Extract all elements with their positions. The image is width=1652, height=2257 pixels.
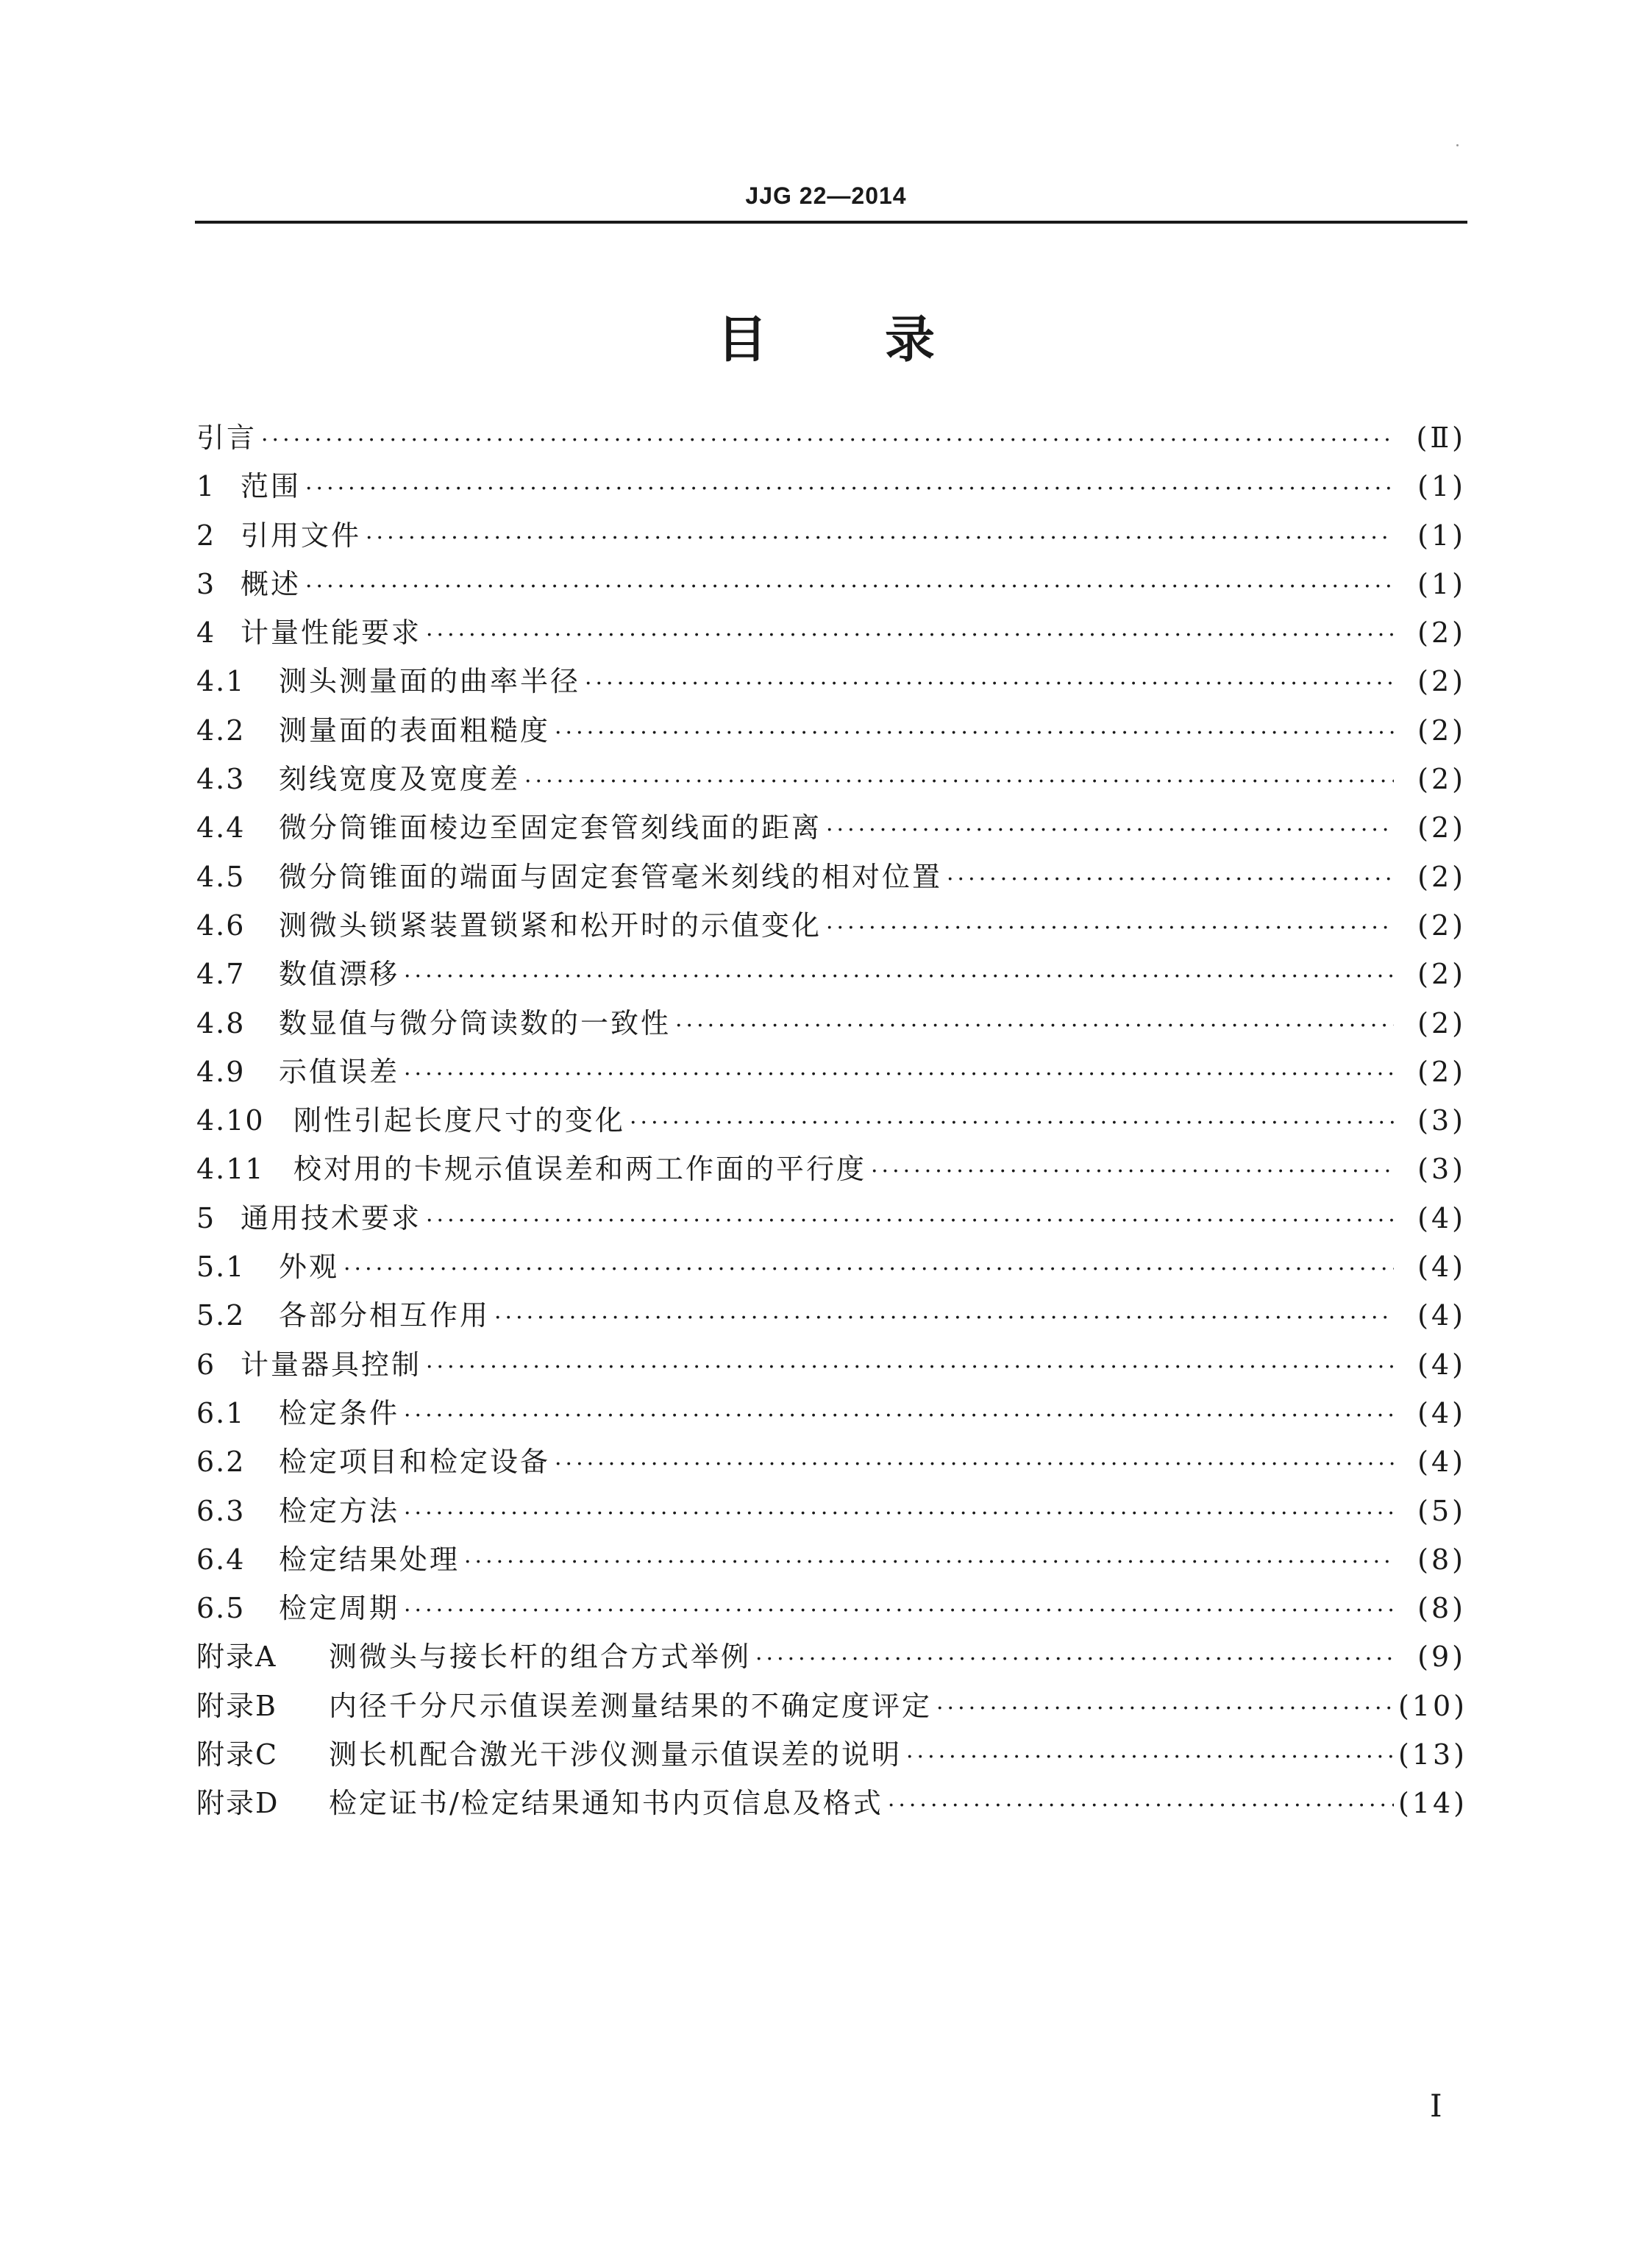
toc-entry-page: (8) bbox=[1417, 1543, 1466, 1576]
toc-entry[interactable] bbox=[196, 1632, 1466, 1681]
toc-entry-page: (13) bbox=[1398, 1738, 1468, 1771]
toc-entry-label: 范围 bbox=[241, 470, 302, 503]
toc-entry[interactable] bbox=[196, 511, 1466, 560]
toc-leader-dots bbox=[888, 1782, 1394, 1830]
scan-speck bbox=[1456, 144, 1459, 146]
toc-entry-page: (1) bbox=[1417, 470, 1466, 503]
toc-entry-number: 6.3 bbox=[196, 1494, 246, 1527]
toc-entry[interactable] bbox=[196, 1437, 1466, 1486]
toc-leader-dots bbox=[585, 660, 1394, 708]
toc-leader-dots bbox=[464, 1538, 1394, 1587]
toc-entry-label: 内径千分尺示值误差测量结果的不确定度评定 bbox=[329, 1689, 933, 1722]
toc-entry-label: 测微头与接长杆的组合方式举例 bbox=[329, 1641, 752, 1674]
toc-entry-label: 示值误差 bbox=[279, 1055, 400, 1088]
toc-entry-number: 4.10 bbox=[196, 1104, 265, 1137]
toc-entry[interactable] bbox=[196, 803, 1466, 852]
toc-entry-page: (9) bbox=[1417, 1641, 1466, 1674]
page-title: 目录 bbox=[716, 311, 1053, 369]
toc-entry[interactable] bbox=[196, 1389, 1466, 1437]
toc-entry[interactable] bbox=[196, 755, 1466, 803]
toc-leader-dots bbox=[404, 1587, 1394, 1635]
toc-entry-page: (8) bbox=[1417, 1592, 1466, 1625]
toc-entry-number: 附录C bbox=[196, 1738, 279, 1771]
toc-leader-dots bbox=[404, 1392, 1394, 1440]
toc-entry[interactable] bbox=[196, 1730, 1466, 1779]
toc-leader-dots bbox=[494, 1294, 1394, 1343]
toc-entry-page: (4) bbox=[1417, 1396, 1466, 1429]
toc-entry-page: (3) bbox=[1417, 1104, 1466, 1137]
toc-entry-number: 5 bbox=[196, 1201, 216, 1234]
toc-entry-page: (3) bbox=[1417, 1153, 1466, 1186]
toc-entry-label: 微分筒锥面的端面与固定套管毫米刻线的相对位置 bbox=[279, 860, 943, 893]
toc-entry[interactable] bbox=[196, 1096, 1466, 1145]
toc-entry-number: 5.2 bbox=[196, 1299, 246, 1332]
toc-entry-label: 微分筒锥面棱边至固定套管刻线面的距离 bbox=[279, 811, 822, 845]
toc-entry-label: 计量器具控制 bbox=[241, 1348, 422, 1381]
toc-entry[interactable] bbox=[196, 413, 1466, 462]
toc-entry-label: 刚性引起长度尺寸的变化 bbox=[293, 1104, 626, 1137]
toc-entry-page: (2) bbox=[1417, 665, 1466, 698]
toc-entry-number: 附录A bbox=[196, 1641, 277, 1674]
toc-leader-dots bbox=[404, 1051, 1394, 1099]
toc-entry-label: 检定条件 bbox=[279, 1396, 400, 1429]
toc-entry-label: 各部分相互作用 bbox=[279, 1299, 491, 1332]
toc-entry-page: (10) bbox=[1398, 1689, 1468, 1722]
toc-leader-dots bbox=[343, 1245, 1394, 1294]
toc-entry-page: (4) bbox=[1417, 1299, 1466, 1332]
toc-leader-dots bbox=[947, 856, 1394, 904]
toc-entry-page: (5) bbox=[1417, 1494, 1466, 1527]
toc-entry-label: 测微头锁紧装置锁紧和松开时的示值变化 bbox=[279, 909, 822, 942]
toc-entry-label: 引言 bbox=[196, 422, 257, 454]
toc-entry-number: 4.9 bbox=[196, 1055, 246, 1088]
toc-entry[interactable] bbox=[196, 1487, 1466, 1535]
toc-entry[interactable] bbox=[196, 462, 1466, 511]
toc-entry-number: 4.11 bbox=[196, 1153, 265, 1186]
toc-entry-label: 校对用的卡规示值误差和两工作面的平行度 bbox=[293, 1153, 867, 1186]
toc-entry-number: 4.1 bbox=[196, 665, 246, 698]
toc-entry-number: 4.7 bbox=[196, 958, 246, 991]
toc-leader-dots bbox=[305, 465, 1394, 513]
toc-entry-number: 4.5 bbox=[196, 860, 246, 893]
toc-entry-label: 检定结果处理 bbox=[279, 1543, 460, 1576]
toc-entry-page: (Ⅱ) bbox=[1416, 422, 1466, 454]
toc-entry-label: 外观 bbox=[279, 1251, 340, 1284]
toc-entry[interactable] bbox=[196, 1584, 1466, 1632]
toc-leader-dots bbox=[404, 953, 1394, 1001]
toc-entry-number: 6.2 bbox=[196, 1446, 246, 1479]
toc-entry[interactable] bbox=[196, 608, 1466, 657]
toc-entry[interactable] bbox=[196, 999, 1466, 1048]
toc-entry-page: (14) bbox=[1398, 1787, 1468, 1820]
toc-entry-page: (2) bbox=[1417, 909, 1466, 942]
toc-leader-dots bbox=[305, 563, 1394, 611]
toc-entry-page: (1) bbox=[1417, 567, 1466, 600]
toc-leader-dots bbox=[426, 1343, 1394, 1392]
toc-leader-dots bbox=[261, 416, 1394, 465]
document-code-header: JJG 22—2014 bbox=[745, 182, 907, 209]
toc-entry[interactable] bbox=[196, 1194, 1466, 1243]
toc-entry[interactable] bbox=[196, 706, 1466, 755]
toc-leader-dots bbox=[675, 1002, 1394, 1051]
toc-entry-label: 测量面的表面粗糙度 bbox=[279, 714, 551, 747]
toc-entry-label: 检定方法 bbox=[279, 1494, 400, 1527]
toc-entry-number: 1 bbox=[196, 470, 216, 503]
toc-leader-dots bbox=[871, 1148, 1394, 1196]
toc-entry-page: (2) bbox=[1417, 714, 1466, 747]
toc-entry-page: (2) bbox=[1417, 1055, 1466, 1088]
page-number: I bbox=[1430, 2088, 1442, 2124]
toc-entry-number: 4.6 bbox=[196, 909, 246, 942]
toc-entry-number: 5.1 bbox=[196, 1251, 246, 1284]
toc-entry-page: (2) bbox=[1417, 860, 1466, 893]
toc-entry[interactable] bbox=[196, 1682, 1466, 1730]
toc-entry[interactable] bbox=[196, 1779, 1466, 1827]
toc-entry-page: (1) bbox=[1417, 519, 1466, 552]
toc-entry-label: 检定证书/检定结果通知书内页信息及格式 bbox=[329, 1787, 883, 1820]
toc-entry[interactable] bbox=[196, 1535, 1466, 1584]
toc-entry-label: 测长机配合激光干涉仪测量示值误差的说明 bbox=[329, 1738, 902, 1771]
toc-leader-dots bbox=[524, 758, 1394, 806]
toc-entry-label: 检定周期 bbox=[279, 1592, 400, 1625]
toc-entry-number: 4.8 bbox=[196, 1006, 246, 1039]
toc-entry[interactable] bbox=[196, 901, 1466, 950]
toc-leader-dots bbox=[936, 1685, 1394, 1733]
toc-entry-label: 引用文件 bbox=[241, 519, 362, 552]
toc-entry-label: 计量性能要求 bbox=[241, 616, 422, 650]
toc-entry-label: 刻线宽度及宽度差 bbox=[279, 763, 521, 796]
toc-entry-label: 检定项目和检定设备 bbox=[279, 1446, 551, 1479]
toc-entry[interactable] bbox=[196, 560, 1466, 608]
toc-entry-page: (2) bbox=[1417, 616, 1466, 650]
toc-entry-number: 2 bbox=[196, 519, 216, 552]
toc-entry-label: 数值漂移 bbox=[279, 958, 400, 991]
toc-entry[interactable] bbox=[196, 853, 1466, 901]
toc-entry-number: 附录D bbox=[196, 1787, 280, 1820]
toc-leader-dots bbox=[404, 1490, 1394, 1538]
toc-entry[interactable] bbox=[196, 1243, 1466, 1291]
toc-entry-page: (4) bbox=[1417, 1251, 1466, 1284]
toc-entry-number: 3 bbox=[196, 567, 216, 600]
toc-entry-number: 4.3 bbox=[196, 763, 246, 796]
toc-entry-page: (2) bbox=[1417, 958, 1466, 991]
toc-entry-number: 附录B bbox=[196, 1689, 277, 1722]
toc-entry-label: 概述 bbox=[241, 567, 302, 600]
toc-entry[interactable] bbox=[196, 1291, 1466, 1340]
toc-entry-number: 6.1 bbox=[196, 1396, 246, 1429]
toc-entry-page: (4) bbox=[1417, 1201, 1466, 1234]
toc-entry[interactable] bbox=[196, 1340, 1466, 1389]
toc-entry-label: 测头测量面的曲率半径 bbox=[279, 665, 581, 698]
toc-entry-number: 4 bbox=[196, 616, 216, 650]
toc-entry-page: (4) bbox=[1417, 1446, 1466, 1479]
toc-leader-dots bbox=[555, 709, 1394, 758]
table-of-contents bbox=[196, 413, 1466, 1828]
toc-entry-label: 数显值与微分筒读数的一致性 bbox=[279, 1006, 672, 1039]
toc-leader-dots bbox=[555, 1440, 1394, 1489]
toc-entry-number: 6.5 bbox=[196, 1592, 246, 1625]
toc-entry-page: (4) bbox=[1417, 1348, 1466, 1381]
toc-entry-page: (2) bbox=[1417, 763, 1466, 796]
toc-leader-dots bbox=[826, 904, 1394, 953]
toc-leader-dots bbox=[426, 1197, 1394, 1245]
toc-entry[interactable] bbox=[196, 1145, 1466, 1193]
toc-entry-number: 6.4 bbox=[196, 1543, 246, 1576]
toc-leader-dots bbox=[906, 1733, 1394, 1782]
toc-entry-number: 4.2 bbox=[196, 714, 246, 747]
toc-entry-page: (2) bbox=[1417, 1006, 1466, 1039]
header-rule bbox=[195, 221, 1467, 224]
toc-leader-dots bbox=[366, 514, 1394, 563]
toc-entry-number: 4.4 bbox=[196, 811, 246, 845]
toc-entry[interactable] bbox=[196, 950, 1466, 998]
toc-leader-dots bbox=[630, 1099, 1394, 1148]
toc-entry-label: 通用技术要求 bbox=[241, 1201, 422, 1234]
toc-leader-dots bbox=[755, 1635, 1394, 1684]
toc-entry[interactable] bbox=[196, 1048, 1466, 1096]
toc-leader-dots bbox=[426, 611, 1394, 660]
toc-leader-dots bbox=[826, 806, 1394, 855]
toc-entry-number: 6 bbox=[196, 1348, 216, 1381]
toc-entry[interactable] bbox=[196, 657, 1466, 705]
toc-entry-page: (2) bbox=[1417, 811, 1466, 845]
